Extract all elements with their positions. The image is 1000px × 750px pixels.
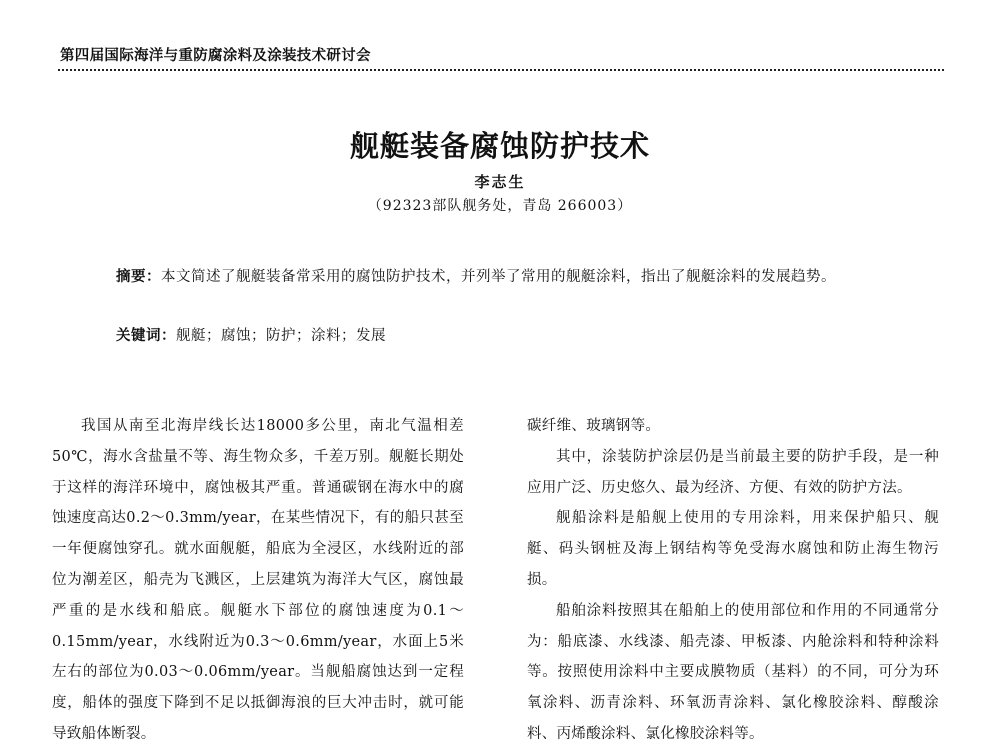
abstract xyxy=(116,263,886,291)
abstract-text: 本文简述了舰艇装备常采用的腐蚀防护技术，并列举了常用的舰艇涂料，指出了舰艇涂料的发展趋势。 xyxy=(161,269,836,285)
abstract-paragraph xyxy=(116,263,886,291)
body-paragraph: 碳纤维、玻璃钢等。 xyxy=(527,418,661,434)
author-affiliation: （92323部队舰务处，青岛 266003） xyxy=(367,198,633,214)
body-paragraph: 我国从南至北海岸线长达18000多公里，南北气温相差50℃，海水含盐量不等、海生物众多，千差万别。舰艇长期处于这样的海洋环境中，腐蚀极其严重。普通碳钢在海水中的腐蚀速度高达0.2～0.3mm/year，在某些情况下，有的船只甚至一年便腐蚀穿孔。就水面舰艇，船底为全浸区，水线附近的部位为潮差区，船壳为飞溅区，上层建筑为海洋大气区，腐蚀最严重的是水线和船底。舰艇水下部位的腐蚀速度为0.1～0.15mm/year，水线附近为0.3～0.6mm/year，水面上5米左右的部位为0.03～0.06mm/year。当舰船腐蚀达到一定程度，船体的强度下降到不足以抵御海浪的巨大冲击时，就可能导致船体断裂。 xyxy=(52,418,464,742)
author-name: 李志生 xyxy=(474,173,526,191)
keywords-label: 关键词： xyxy=(116,328,176,344)
running-head: 第四届国际海洋与重防腐涂料及涂装技术研讨会 xyxy=(60,48,371,64)
header-rule xyxy=(58,69,944,71)
body-column-right xyxy=(527,411,939,750)
body-paragraph: 其中，涂装防护涂层仍是当前最主要的防护手段，是一种应用广泛、历史悠久、最为经济、方便、有效的防护方法。 xyxy=(527,448,939,496)
keywords xyxy=(116,325,886,347)
paper-title: 舰艇装备腐蚀防护技术 xyxy=(349,129,650,163)
body-column-left xyxy=(52,411,464,750)
abstract-label: 摘要： xyxy=(116,269,161,285)
keywords-text: 舰艇；腐蚀；防护；涂料；发展 xyxy=(176,328,386,344)
body-paragraph: 舰船涂料是船舰上使用的专用涂料，用来保护船只、舰艇、码头钢桩及海上钢结构等免受海水腐蚀和防止海生物污损。 xyxy=(527,510,939,588)
body-paragraph: 船舶涂料按照其在船舶上的使用部位和作用的不同通常分为：船底漆、水线漆、船壳漆、甲板漆、内舱涂料和特种涂料等。按照使用涂料中主要成膜物质（基料）的不同，可分为环氧涂料、沥青涂料、环氧沥青涂料、氯化橡胶涂料、醇酸涂料、丙烯酸涂料、氯化橡胶涂料等。 xyxy=(527,602,939,742)
